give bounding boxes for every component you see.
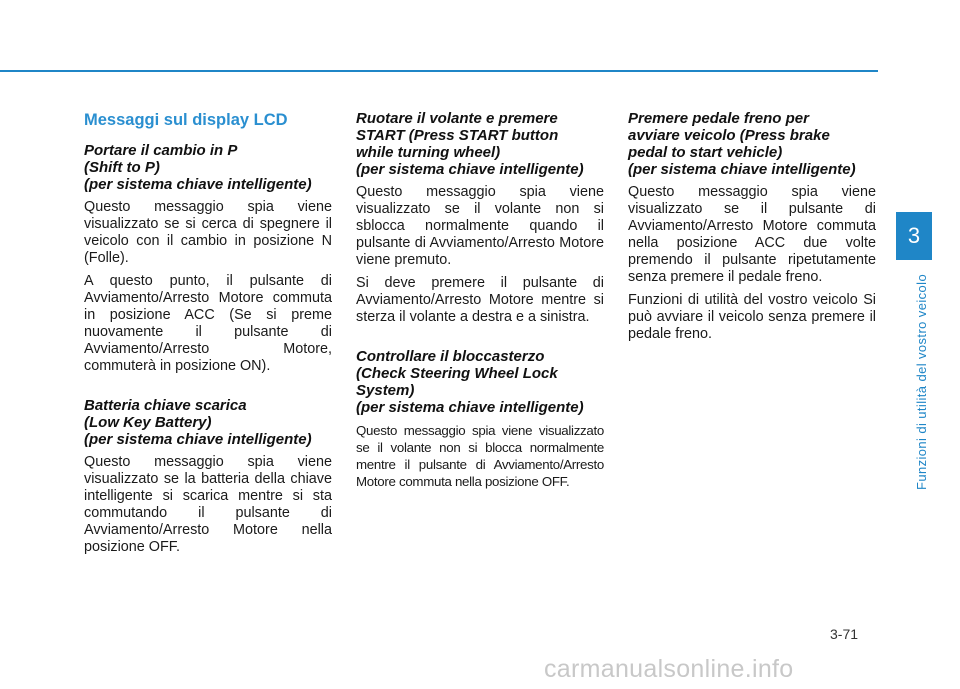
paragraph: Questo messaggio spia viene visualizzato se il pulsante di Avviamento/Arresto Motore commuta nella posizione ACC due volte premendo il pulsante ripetutamente senza premere il pedale freno.	[628, 184, 876, 285]
heading-line: (per sistema chiave intelligente)	[356, 161, 584, 178]
section-title: Messaggi sul display LCD	[84, 111, 288, 129]
heading-line: (per sistema chiave intelligente)	[628, 161, 856, 178]
heading-line: System)	[356, 382, 415, 399]
heading-line: Controllare il bloccasterzo	[356, 348, 545, 365]
heading-line: avviare veicolo (Press brake	[628, 127, 830, 144]
paragraph: Questo messaggio spia viene visualizzato se la batteria della chiave intelligente si scarica mentre si sta commutando il pulsante di Avviamento/Arresto Motore nella posizione OFF.	[84, 454, 332, 555]
heading-press-brake	[628, 110, 876, 178]
heading-line: (Low Key Battery)	[84, 414, 212, 431]
heading-line: Portare il cambio in P	[84, 142, 238, 159]
heading-line: Batteria chiave scarica	[84, 397, 247, 414]
column-2	[356, 110, 604, 496]
column-3	[628, 110, 876, 349]
paragraph: A questo punto, il pulsante di Avviamento/Arresto Motore commuta in posizione ACC (Se si preme nuovamente il pulsante di Avviamento/Arresto Motore, commuterà in posizione ON).	[84, 273, 332, 374]
paragraph: Funzioni di utilità del vostro veicolo Si può avviare il veicolo senza premere il pedale freno.	[628, 292, 876, 342]
chapter-tab: 3	[896, 212, 932, 260]
heading-line: START (Press START button	[356, 127, 559, 144]
heading-low-key-battery	[84, 397, 332, 448]
page-number: 3-71	[830, 626, 859, 642]
heading-line: (Check Steering Wheel Lock	[356, 365, 558, 382]
heading-line: Ruotare il volante e premere	[356, 110, 558, 127]
paragraph: Si deve premere il pulsante di Avviamento/Arresto Motore mentre si sterza il volante a destra e a sinistra.	[356, 275, 604, 325]
paragraph: Questo messaggio spia viene visualizzato se il volante non si sblocca normalmente quando il pulsante di Avviamento/Arresto Motore viene premuto.	[356, 184, 604, 268]
heading-line: (per sistema chiave intelligente)	[84, 431, 312, 448]
heading-press-start	[356, 110, 604, 178]
heading-line: Premere pedale freno per	[628, 110, 809, 127]
heading-steering-lock	[356, 348, 604, 416]
column-1	[84, 110, 332, 562]
paragraph: Questo messaggio spia viene visualizzato se si cerca di spegnere il veicolo con il cambio in posizione N (Folle).	[84, 199, 332, 266]
heading-line: (per sistema chiave intelligente)	[356, 399, 584, 416]
header-rule	[0, 70, 878, 72]
heading-line: (Shift to P)	[84, 159, 160, 176]
heading-line: (per sistema chiave intelligente)	[84, 176, 312, 193]
heading-line: pedal to start vehicle)	[628, 144, 783, 161]
heading-shift-to-p	[84, 142, 332, 193]
heading-line: while turning wheel)	[356, 144, 501, 161]
chapter-title: Funzioni di utilità del vostro veicolo	[914, 273, 929, 490]
paragraph: Questo messaggio spia viene visualizzato se il volante non si blocca normalmente mentre il pulsante di Avviamento/Arresto Motore commuta nella posizione OFF.	[356, 423, 604, 489]
watermark: carmanualsonline.info	[544, 655, 794, 683]
